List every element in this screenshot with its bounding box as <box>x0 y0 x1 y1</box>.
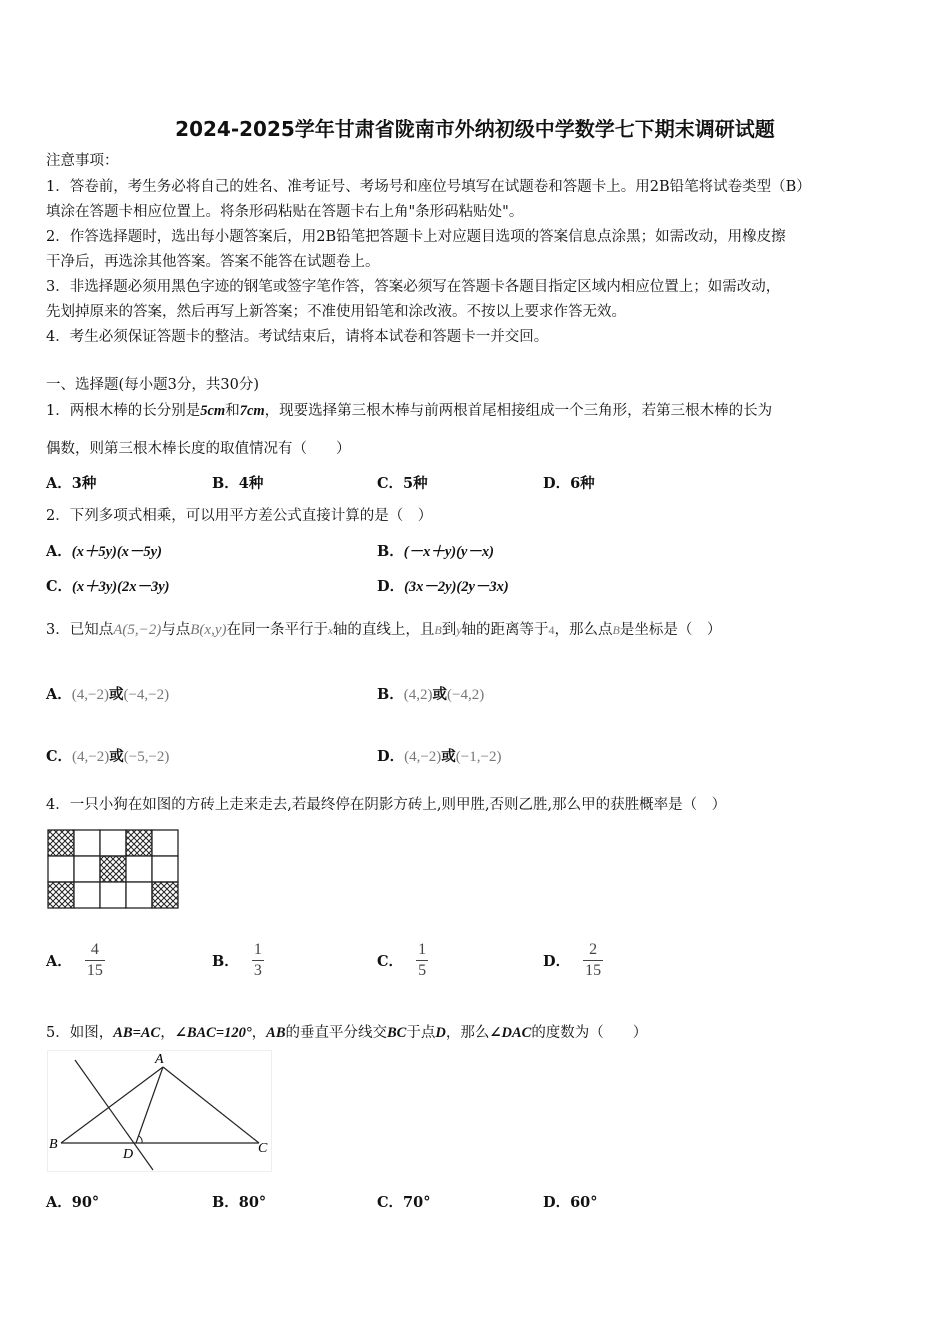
label-c: C <box>258 1141 268 1156</box>
label-b: B <box>49 1137 58 1152</box>
option-b[interactable]: B． $\frac{1}{3}$ <box>212 941 262 979</box>
perpendicular-bisector-line <box>75 1060 153 1170</box>
label-a: A <box>155 1052 164 1067</box>
option-b[interactable]: B．80° <box>212 1194 267 1211</box>
tile-grid-figure <box>47 829 181 909</box>
plain-tile <box>100 830 126 856</box>
question-5-stem: 5．如图，AB=AC，∠BAC=120°，AB的垂直平分线交BC于点D，那么∠DAC的度数为（ ） <box>46 1025 648 1041</box>
option-d[interactable]: D．6种 <box>543 475 595 492</box>
option-a[interactable]: A．90° <box>46 1194 100 1211</box>
notice-line: 4．考生必须保证答题卡的整洁。考试结束后，请将本试卷和答题卡一并交回。 <box>46 329 549 345</box>
question-4-stem: 4．一只小狗在如图的方砖上走来走去,若最终停在阴影方砖上,则甲胜,否则乙胜,那么甲的获胜概率是（ ） <box>46 797 727 813</box>
plain-tile <box>100 882 126 908</box>
plain-tile <box>74 830 100 856</box>
segment-ad <box>136 1067 163 1143</box>
notice-line: 3．非选择题必须用黑色字迹的钢笔或签字笔作答，答案必须写在答题卡各题目指定区域内相应位置上；如需改动， <box>46 279 781 295</box>
option-a[interactable]: A．(4,−2)或(−4,−2) <box>46 686 170 703</box>
option-d[interactable]: D． $\frac{2}{15}$ <box>543 941 602 979</box>
segment-ab <box>61 1067 163 1143</box>
option-a[interactable]: A．(x＋5y)(x－5y) <box>46 543 162 560</box>
option-b[interactable]: B．(4,2)或(−4,2) <box>377 686 485 703</box>
plain-tile <box>126 856 152 882</box>
shaded-tile <box>100 856 126 882</box>
segment-ac <box>163 1067 259 1143</box>
notice-line: 先划掉原来的答案，然后再写上新答案；不准使用铅笔和涂改液。不按以上要求作答无效。 <box>46 304 626 320</box>
plain-tile <box>48 856 74 882</box>
plain-tile <box>74 856 100 882</box>
question-1-line1: 1．两根木棒的长分别是5cm和7cm，现要选择第三根木棒与前两根首尾相接组成一个三角形，若第三根木棒的长为 <box>46 403 773 419</box>
option-d[interactable]: D．60° <box>543 1194 598 1211</box>
option-c[interactable]: C．70° <box>377 1194 431 1211</box>
plain-tile <box>74 882 100 908</box>
notice-heading: 注意事项： <box>46 153 119 169</box>
plain-tile <box>152 856 178 882</box>
section-heading: 一、选择题(每小题3分，共30分) <box>46 377 259 393</box>
notice-line: 干净后，再选涂其他答案。答案不能答在试题卷上。 <box>46 254 380 270</box>
shaded-tile <box>48 882 74 908</box>
question-2-stem: 2．下列多项式相乘，可以用平方差公式直接计算的是（ ） <box>46 508 433 524</box>
angle-arc <box>139 1136 142 1143</box>
label-d: D <box>123 1147 134 1162</box>
question-1-line2: 偶数，则第三根木棒长度的取值情况有（ ） <box>46 441 351 457</box>
plain-tile <box>152 830 178 856</box>
shaded-tile <box>126 830 152 856</box>
page-title: 2024-2025学年甘肃省陇南市外纳初级中学数学七下期末调研试题 <box>175 117 775 141</box>
option-c[interactable]: C． $\frac{1}{5}$ <box>377 941 427 979</box>
option-a[interactable]: A． $\frac{4}{15}$ <box>46 941 103 979</box>
option-b[interactable]: B．4种 <box>212 475 264 492</box>
option-b[interactable]: B．(－x＋y)(y－x) <box>377 543 494 560</box>
option-d[interactable]: D．(4,−2)或(−1,−2) <box>377 748 502 765</box>
question-3-stem: 3．已知点A(5,−2)与点B(x,y)在同一条平行于x轴的直线上，且B到y轴的距离等于4，那么点B是坐标是（ ） <box>46 622 722 638</box>
notice-line: 填涂在答题卡相应位置上。将条形码粘贴在答题卡右上角"条形码粘贴处"。 <box>46 204 524 220</box>
option-c[interactable]: C．(x＋3y)(2x－3y) <box>46 578 170 595</box>
option-a[interactable]: A．3种 <box>46 475 97 492</box>
shaded-tile <box>152 882 178 908</box>
plain-tile <box>126 882 152 908</box>
option-c[interactable]: C．(4,−2)或(−5,−2) <box>46 748 170 765</box>
triangle-figure <box>47 1050 272 1172</box>
shaded-tile <box>48 830 74 856</box>
notice-line: 2．作答选择题时，选出每小题答案后，用2B铅笔把答题卡上对应题目选项的答案信息点涂黑；如需改动，用橡皮擦 <box>46 229 786 245</box>
option-d[interactable]: D．(3x－2y)(2y－3x) <box>377 578 509 595</box>
option-c[interactable]: C．5种 <box>377 475 428 492</box>
notice-line: 1．答卷前，考生务必将自己的姓名、准考证号、考场号和座位号填写在试题卷和答题卡上。用2B铅笔将试卷类型（B） <box>46 179 811 195</box>
